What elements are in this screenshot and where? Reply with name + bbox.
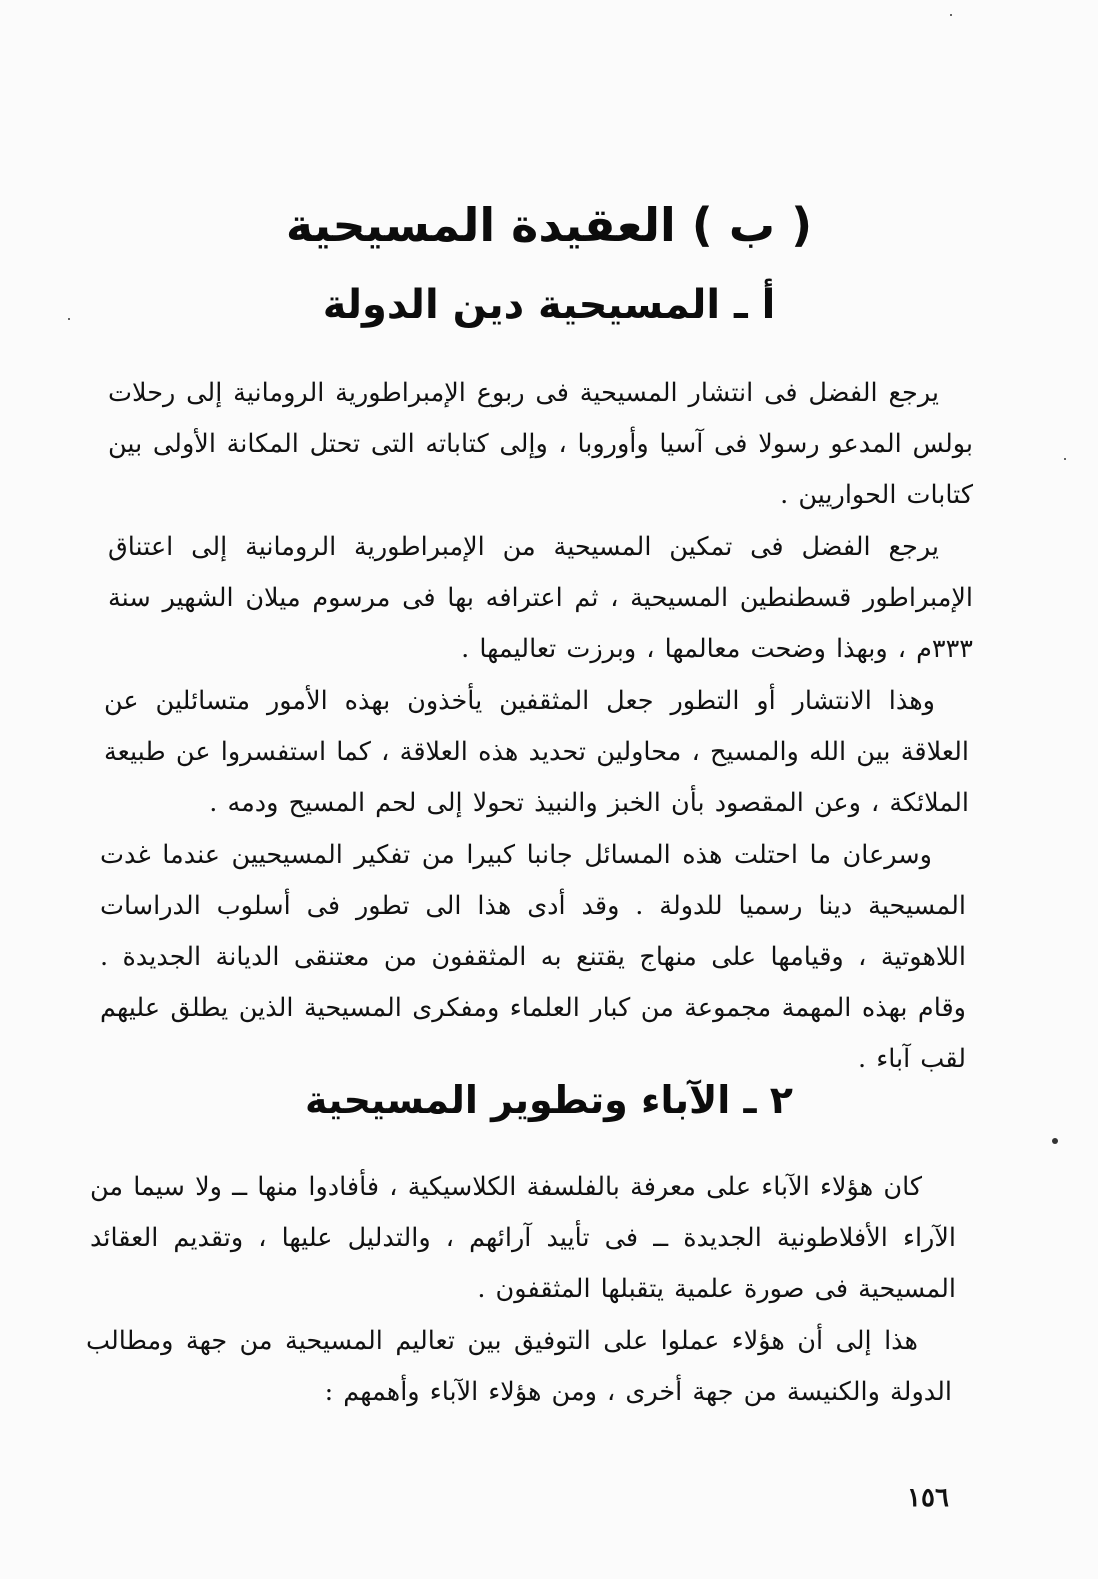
chapter-title: ( ب ) العقيدة المسيحية (285, 198, 813, 252)
scan-speck (68, 318, 70, 320)
scan-speck (950, 14, 952, 16)
scan-speck (1052, 1138, 1058, 1144)
page-number: ١٥٦ (907, 1483, 949, 1513)
section-heading-state-religion: أ ـ المسيحية دين الدولة (322, 282, 776, 328)
paragraph-4: وسرعان ما احتلت هذه المسائل جانبا كبيرا من تفكير المسيحيين عندما غدت المسيحية دينا رسميا للدولة . وقد أدى هذا الى تطور فى أسلوب الدراسات اللاهوتية ، وقيامها على منهاج يقتنع به المثقفون من معتنقى الديانة الجديدة . وقام بهذه المهمة مجموعة من كبار العلماء ومفكرى المسيحية الذين يطلق عليهم لقب آباء . (100, 840, 966, 1074)
paragraph-6: هذا إلى أن هؤلاء عملوا على التوفيق بين تعاليم المسيحية من جهة ومطالب الدولة والكنيسة من جهة أخرى ، ومن هؤلاء الآباء وأهمهم : (86, 1326, 952, 1407)
paragraph-3: وهذا الانتشار أو التطور جعل المثقفين يأخذون بهذه الأمور متسائلين عن العلاقة بين الله والمسيح ، محاولين تحديد هذه العلاقة ، كما استفسروا عن طبيعة الملائكة ، وعن المقصود بأن الخبز والنبيذ تحولا إلى لحم المسيح ودمه . (104, 686, 969, 818)
paragraph-1: يرجع الفضل فى انتشار المسيحية فى ربوع الإمبراطورية الرومانية إلى رحلات بولس المدعو رسولا فى آسيا وأوروبا ، وإلى كتاباته التى تحتل المكانة الأولى بين كتابات الحواريين . (108, 378, 973, 510)
paragraph-2: يرجع الفضل فى تمكين المسيحية من الإمبراطورية الرومانية إلى اعتناق الإمبراطور قسطنطين المسيحية ، ثم اعترافه بها فى مرسوم ميلان الشهير سنة ٣٣٣م ، وبهذا وضحت معالمها ، وبرزت تعاليمها . (108, 532, 973, 664)
paragraph-5: كان هؤلاء الآباء على معرفة بالفلسفة الكلاسيكية ، فأفادوا منها ــ ولا سيما من الآراء الأفلاطونية الجديدة ــ فى تأييد آرائهم ، والتدليل عليها ، وتقديم العقائد المسيحية فى صورة علمية يتقبلها المثقفون . (90, 1172, 956, 1304)
section-heading-fathers: ٢ ـ الآباء وتطوير المسيحية (305, 1078, 793, 1122)
scan-speck (1064, 458, 1066, 460)
